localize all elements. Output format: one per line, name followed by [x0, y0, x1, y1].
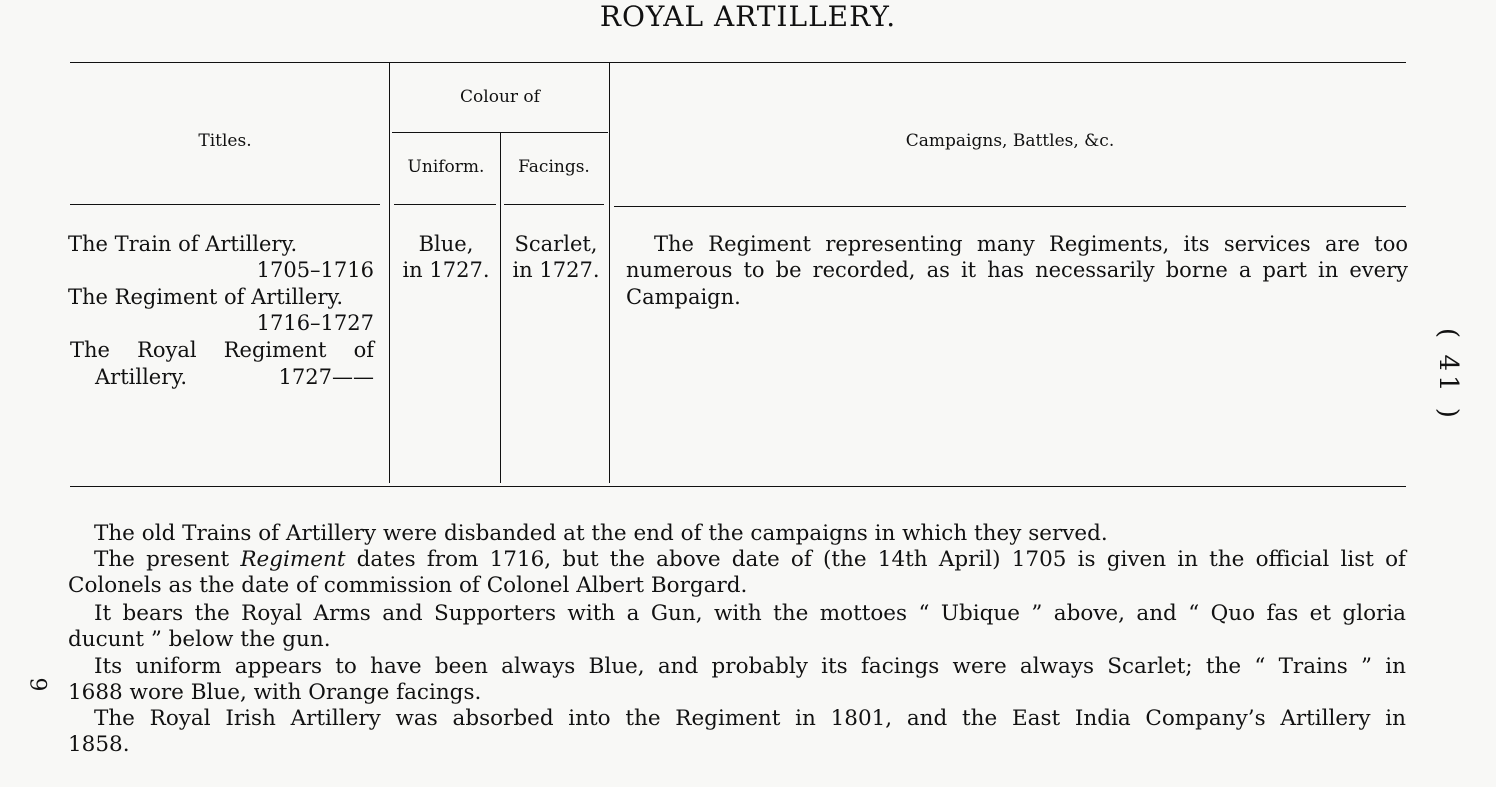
title-royal-regiment-date: 1727——: [278, 365, 374, 389]
header-uniform: Uniform.: [407, 157, 485, 177]
note-royal-arms: It bears the Royal Arms and Supporters with a Gun, with the mottoes “ Ubique ” above, and “ Quo fas et gloria: [94, 601, 1406, 626]
note-old-trains: The old Trains of Artillery were disbanded at the end of the campaigns in which they served.: [94, 521, 1108, 546]
campaigns-line-1: The Regiment representing many Regiments, its services are too: [654, 232, 1408, 256]
note-present-regiment-before: The present: [94, 547, 241, 572]
header-colour-of: Colour of: [460, 87, 540, 107]
note-present-regiment-after: dates from 1716, but the above date of (the 14th April) 1705 is given in the official list of: [345, 547, 1407, 572]
header-rule-campaigns: [614, 206, 1406, 207]
note-present-regiment-cont: Colonels as the date of commission of Colonel Albert Borgard.: [68, 573, 748, 598]
note-present-regiment: [94, 547, 1406, 573]
table-top-rule: [70, 62, 1406, 63]
header-titles: Titles.: [198, 131, 252, 151]
table-bottom-rule: [70, 486, 1406, 487]
header-rule-uniform: [394, 204, 496, 205]
page-number: [1418, 312, 1478, 437]
title-regiment-of-artillery: The Regiment of Artillery.: [68, 285, 344, 309]
title-royal-regiment: The Royal Regiment of: [70, 338, 374, 362]
column-divider-1: [389, 63, 390, 483]
signature-mark: 9: [24, 677, 50, 692]
facings-colour: Scarlet,: [514, 232, 598, 256]
note-royal-irish: The Royal Irish Artillery was absorbed into the Regiment in 1801, and the East India Company’s Artillery in: [94, 706, 1406, 731]
page-number-text: ( 41 ): [1433, 327, 1463, 422]
note-royal-irish-cont: 1858.: [68, 732, 130, 757]
note-regiment-italic: Regiment: [240, 547, 346, 572]
uniform-colour: Blue,: [418, 232, 474, 256]
header-rule-titles: [70, 204, 380, 205]
title-regiment-dates: 1716–1727: [256, 311, 374, 335]
campaigns-line-2: numerous to be recorded, as it has necessarily borne a part in every: [626, 258, 1408, 282]
note-royal-arms-cont: ducunt ” below the gun.: [68, 627, 331, 652]
header-facings: Facings.: [518, 157, 590, 177]
title-royal-regiment-cont: Artillery.: [95, 365, 188, 389]
note-uniform-colour-cont: 1688 wore Blue, with Orange facings.: [68, 680, 482, 705]
title-train-of-artillery: The Train of Artillery.: [68, 232, 298, 256]
campaigns-line-3: Campaign.: [626, 285, 741, 309]
title-train-dates: 1705–1716: [256, 258, 374, 282]
uniform-year: in 1727.: [402, 258, 490, 282]
header-campaigns: Campaigns, Battles, &c.: [905, 131, 1115, 151]
page-title: ROYAL ARTILLERY.: [599, 0, 897, 33]
header-rule-facings: [504, 204, 604, 205]
note-uniform-colour: Its uniform appears to have been always Blue, and probably its facings were always Scarlet; the “ Trains ” in: [94, 654, 1406, 679]
column-divider-2: [500, 133, 501, 483]
facings-year: in 1727.: [512, 258, 600, 282]
